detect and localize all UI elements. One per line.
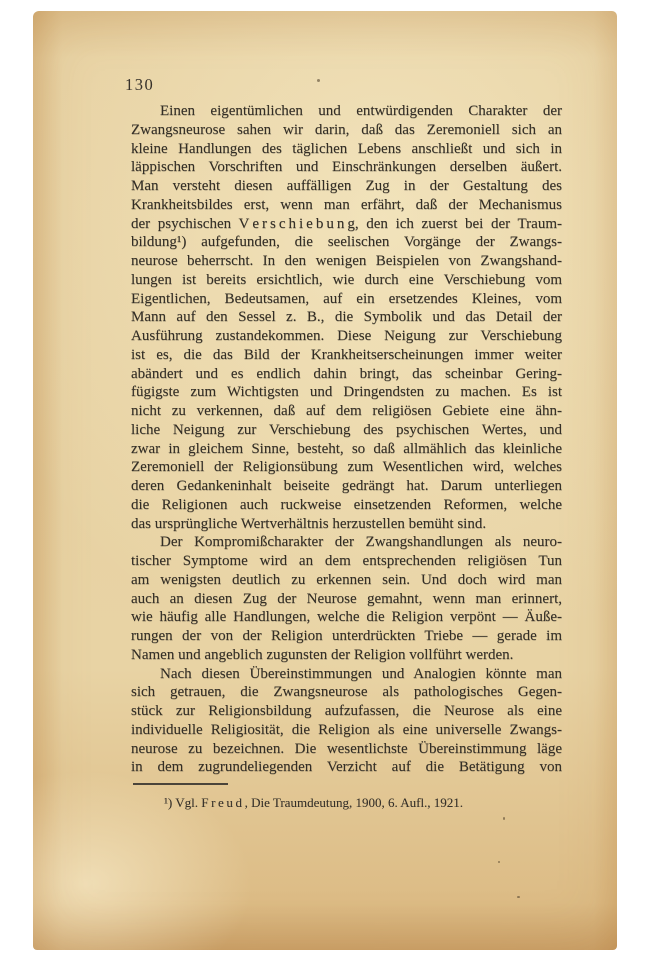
text-line: stück zur Religionsbildung aufzufassen, die Neurose als eine [131, 703, 562, 719]
text-line: Mann auf den Sessel z. B., die Symbolik und das Detail der [131, 309, 562, 326]
text-line: ist es, die das Bild der Krankheitserscheinungen immer weiter [131, 346, 562, 363]
text-line: Zwangsneurose sahen wir darin, daß das Zeremoniell sich an [131, 121, 562, 138]
text-line: Einen eigentümlichen und entwürdigenden Charakter der [160, 103, 562, 119]
paragraph [131, 533, 562, 664]
text-line: zwar in gleichem Sinne, besteht, so daß allmählich das kleinliche [131, 440, 562, 457]
text-line: fügigste zum Wichtigsten und Dringendsten zu machen. Es ist [131, 384, 562, 401]
text-line: in dem zugrundeliegenden Verzicht auf die Betätigung von [131, 759, 562, 776]
text-line: neurose beherrscht. In den wenigen Beispielen von Zwangshand- [131, 253, 562, 269]
page-number: 130 [125, 75, 155, 94]
text-line: nicht zu verkennen, daß auf dem religiösen Gebiete eine ähn- [131, 403, 562, 419]
text-line: Nach diesen Übereinstimmungen und Analogien könnte man [160, 665, 562, 682]
text-line: der psychischen V e r s c h i e b u n g, den ich zuerst bei der Traum- [131, 215, 562, 232]
text-line: sich getrauen, die Zwangsneurose als pathologisches Gegen- [131, 684, 562, 701]
text-line: bildung¹) aufgefunden, die seelischen Vorgänge der Zwangs- [131, 234, 562, 251]
text-line: die Religionen auch ruckweise einsetzenden Reformen, welche [131, 496, 562, 513]
text-line: läppischen Vorschriften und Einschränkungen derselben äußert. [131, 159, 562, 176]
paragraph [131, 102, 562, 533]
text-line: das ursprüngliche Wertverhältnis herzustellen bemüht sind. [131, 515, 487, 532]
text-line: deren Gedankeninhalt beiseite gedrängt hat. Darum unterliegen [131, 478, 562, 494]
text-line: Krankheitsbildes erst, wenn man erfährt, daß der Mechanismus [131, 196, 562, 213]
text-line: Namen und angeblich zugunsten der Religion vollführt werden. [131, 646, 514, 663]
text-line: Ausführung zustandekommen. Diese Neigung zur Verschiebung [131, 328, 562, 344]
text-line: lungen ist bereits ersichtlich, wie durch eine Verschiebung vom [131, 271, 562, 288]
text-line: auch an diesen Zug der Neurose gemahnt, wenn man erinnert, [131, 590, 562, 607]
text-line: Zeremoniell der Religionsübung zum Wesentlichen wird, welches [131, 459, 562, 476]
text-line: neurose zu bezeichnen. Die wesentlichste Übereinstimmung läge [131, 740, 562, 757]
text-line: wie häufig alle Handlungen, welche die Religion verpönt — Äuße- [131, 609, 562, 626]
text-line: Eigentlichen, Bedeutsamen, auf ein ersetzendes Kleines, vom [131, 290, 562, 307]
paper-speck [498, 861, 500, 863]
footnote: ¹) Vgl. F r e u d , Die Traumdeutung, 1900, 6. Aufl., 1921. [164, 795, 464, 810]
text-line: individuelle Religiosität, die Religion als eine universelle Zwangs- [131, 721, 562, 738]
body-text [131, 102, 562, 777]
text-line: Man versteht diesen auffälligen Zug in der Gestaltung des [131, 178, 562, 194]
text-line: tischer Symptome wird an dem entsprechenden religiösen Tun [131, 553, 562, 569]
paragraph [131, 665, 562, 778]
footnote-separator [133, 783, 228, 785]
text-line: abändert und es endlich dahin bringt, das scheinbar Gering- [131, 365, 562, 382]
text-line: rungen der von der Religion unterdrückten Triebe — gerade im [131, 628, 562, 644]
text-line: am wenigsten deutlich zu erkennen sein. Und doch wird man [131, 571, 562, 588]
paper-speck [503, 817, 505, 820]
paper-speck [517, 896, 520, 898]
text-line: Der Kompromißcharakter der Zwangshandlungen als neuro- [160, 534, 562, 551]
book-page [33, 11, 617, 950]
text-line: kleine Handlungen des täglichen Lebens anschließt und sich in [131, 140, 562, 157]
text-line: liche Neigung zur Verschiebung des psychischen Wertes, und [131, 421, 562, 438]
paper-speck [317, 79, 320, 82]
